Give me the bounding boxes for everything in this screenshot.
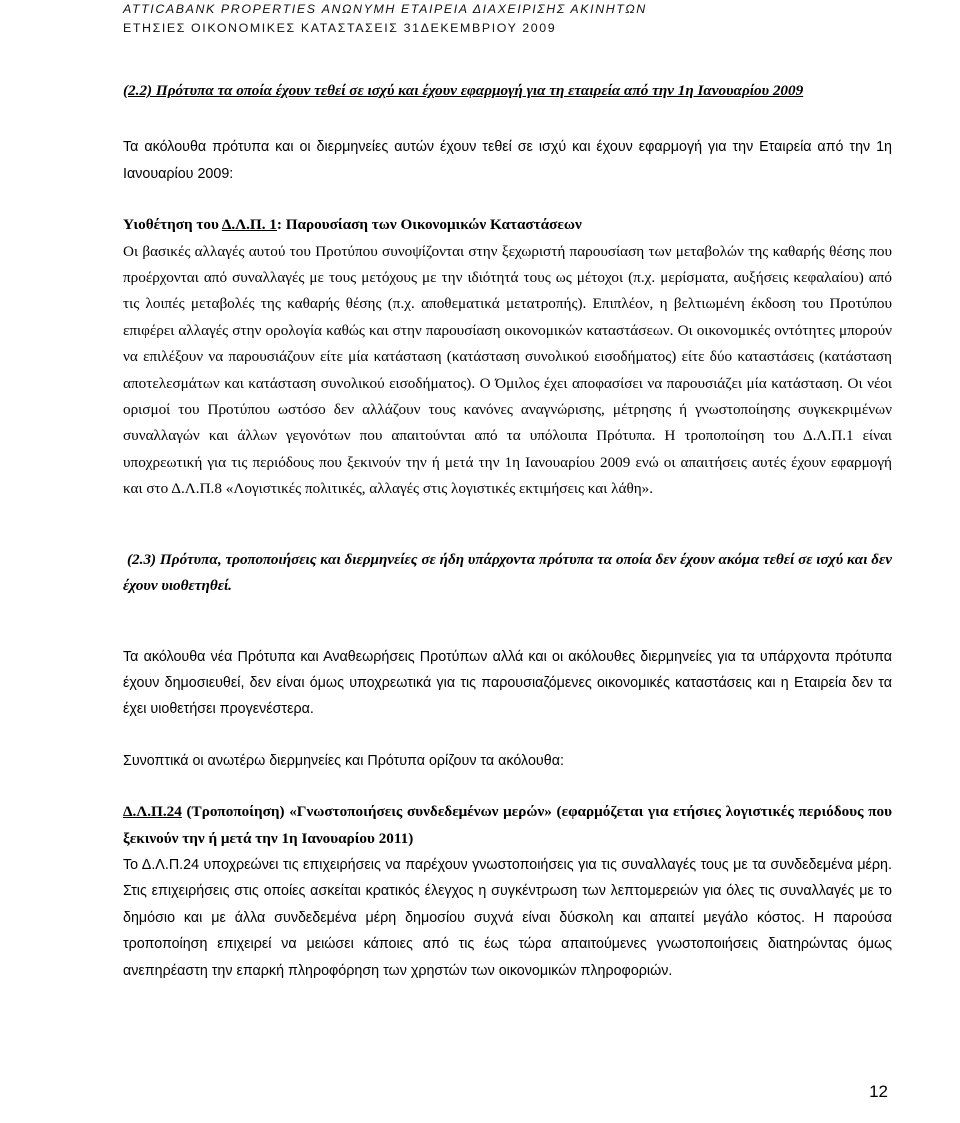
section-2-3-summary: Συνοπτικά οι ανωτέρω διερμηνείες και Πρότυπα ορίζουν τα ακόλουθα: bbox=[123, 752, 564, 769]
header-company-name: ATTICABANK PROPERTIES ΑΝΩΝΥΜΗ ΕΤΑΙΡΕΙΑ ΔΙΑΧΕΙΡΙΣΗΣ ΑΚΙΝΗΤΩΝ bbox=[123, 2, 647, 16]
section-2-3-intro: Τα ακόλουθα νέα Πρότυπα και Αναθεωρήσεις Προτύπων αλλά και οι ακόλουθες διερμηνείες για τα υπάρχοντα πρότυπα έχουν δημοσιευθεί, δεν είναι όμως υποχρεωτικά για τις παρουσιαζόμενες οικονομικές καταστάσεις και η Εταιρεία δεν τα έχει υιοθετήσει προγενέστερα. bbox=[123, 648, 892, 718]
page-number: 12 bbox=[869, 1082, 888, 1101]
document-body bbox=[123, 78, 892, 984]
adoption-heading bbox=[123, 212, 892, 238]
adoption-heading-standard: Δ.Λ.Π. 1 bbox=[221, 216, 277, 234]
adoption-heading-suffix: : Παρουσίαση των Οικονομικών Καταστάσεων bbox=[276, 216, 582, 234]
ias24-heading bbox=[123, 799, 892, 852]
header-report-title: ΕΤΗΣΙΕΣ ΟΙΚΟΝΟΜΙΚΕΣ ΚΑΤΑΣΤΑΣΕΙΣ 31ΔΕΚΕΜΒΡΙΟΥ 2009 bbox=[123, 21, 557, 35]
ias24-paragraph: Το Δ.Λ.Π.24 υποχρεώνει τις επιχειρήσεις να παρέχουν γνωστοποιήσεις για τις συναλλαγές τους με τα συνδεδεμένα μέρη. Στις επιχειρήσεις στις οποίες ασκείται κρατικός έλεγχος η συγκέντρωση των λεπτομερειών για όλες τις συναλλαγές με το δημόσιο και με άλλα συνδεδεμένα μέρη δημοσίου συχνά είναι δύσκολη και απαιτεί μεγάλο κόστος. Η παρούσα τροποποίηση επιχειρεί να μειώσει κάποιες από τις έως τώρα απαιτούμενες γνωστοποιήσεις διατηρώντας όμως ανεπηρέαστη την επαρκή πληροφόρηση των χρηστών των οικονομικών πληροφοριών. bbox=[123, 856, 892, 979]
section-2-3-heading: (2.3) Πρότυπα, τροποποιήσεις και διερμηνείες σε ήδη υπάρχοντα πρότυπα τα οποία δεν έχουν ακόμα τεθεί σε ισχύ και δεν έχουν υιοθετηθεί. bbox=[123, 550, 892, 595]
adoption-heading-prefix: Υιοθέτηση του bbox=[123, 216, 222, 234]
ias24-heading-rest: (Τροποποίηση) «Γνωστοποιήσεις συνδεδεμένων μερών» (εφαρμόζεται για ετήσιες λογιστικές περιόδους που ξεκινούν την ή μετά την 1η Ιανουαρίου 2011) bbox=[123, 803, 892, 847]
document-header bbox=[123, 0, 923, 38]
section-2-2-heading: (2.2) Πρότυπα τα οποία έχουν τεθεί σε ισχύ και έχουν εφαρμογή για τη εταιρεία από την 1η Ιανουαρίου 2009 bbox=[123, 82, 804, 99]
ias24-heading-standard: Δ.Λ.Π.24 bbox=[123, 803, 182, 821]
section-2-2-intro: Τα ακόλουθα πρότυπα και οι διερμηνείες αυτών έχουν τεθεί σε ισχύ και έχουν εφαρμογή για την Εταιρεία από την 1η Ιανουαρίου 2009: bbox=[123, 139, 892, 182]
adoption-paragraph: Οι βασικές αλλαγές αυτού του Προτύπου συνοψίζονται στην ξεχωριστή παρουσίαση των μεταβολών της καθαρής θέσης που προέρχονται από συναλλαγές με τους μετόχους με την ιδιότητά τους ως μέτοχοι (π.χ. μερίσματα, αυξήσεις κεφαλαίου) από τις λοιπές μεταβολές της καθαρής θέσης (π.χ. αποθεματικά μετατροπής). Επιπλέον, η βελτιωμένη έκδοση του Προτύπου επιφέρει αλλαγές στην ορολογία καθώς και στην παρουσίαση οικονομικών καταστάσεων. Οι οικονομικές οντότητες μπορούν να επιλέξουν να παρουσιάζουν είτε μία κατάσταση (κατάσταση συνολικού εισοδήματος) είτε δύο καταστάσεις (κατάσταση αποτελεσμάτων και κατάσταση συνολικού εισοδήματος). Ο Όμιλος έχει αποφασίσει να παρουσιάζει μία κατάσταση. Οι νέοι ορισμοί του Προτύπου ωστόσο δεν αλλάζουν τους κανόνες αναγνώρισης, μέτρησης ή γνωστοποίησης συγκεκριμένων συναλλαγών και άλλων γεγονότων που απαιτούνται από τα υπόλοιπα Πρότυπα. Η τροποποίηση του Δ.Λ.Π.1 είναι υποχρεωτική για τις περιόδους που ξεκινούν την ή μετά την 1η Ιανουαρίου 2009 ενώ οι απαιτήσεις αυτές έχουν εφαρμογή και στο Δ.Λ.Π.8 «Λογιστικές πολιτικές, αλλαγές στις λογιστικές εκτιμήσεις και λάθη». bbox=[123, 242, 892, 498]
